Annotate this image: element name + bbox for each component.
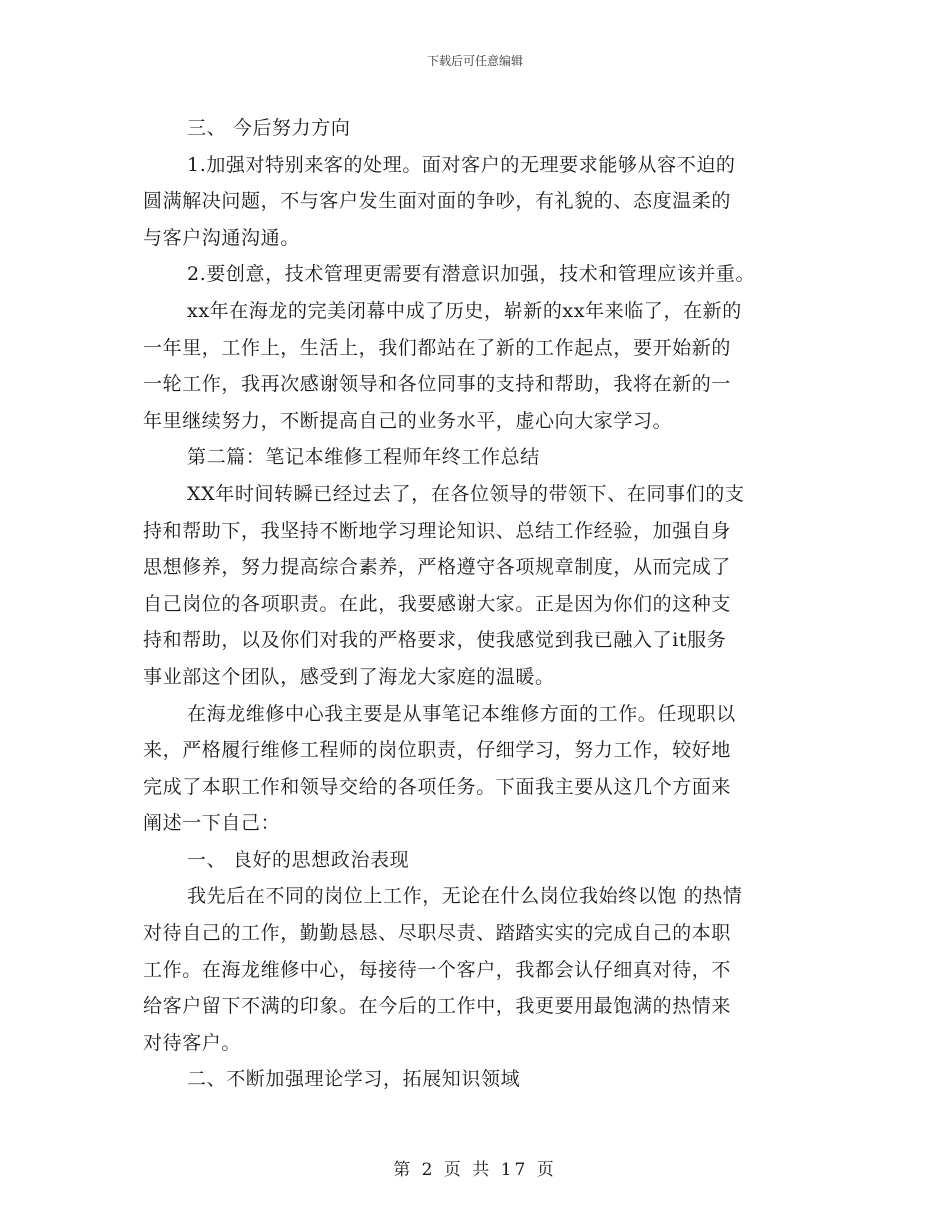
text-line: xx年在海龙的完美闭幕中成了历史，崭新的xx年来临了，在新的 — [187, 299, 742, 322]
text-line: 与客户沟通沟通。 — [143, 226, 300, 249]
text-line: 二、不断加强理论学习，拓展知识领域 — [187, 1068, 521, 1091]
document-body — [143, 110, 808, 1098]
text-line: 在海龙维修中心我主要是从事笔记本维修方面的工作。任现职以 — [187, 702, 736, 725]
text-line: 对待客户。 — [143, 1031, 242, 1054]
text-line: 来，严格履行维修工程师的岗位职责，仔细学习，努力工作，较好地 — [143, 739, 732, 762]
text-line: 第二篇：笔记本维修工程师年终工作总结 — [187, 446, 540, 469]
text-line: 对待自己的工作，勤勤恳恳、尽职尽责、踏踏实实的完成自己的本职 — [143, 922, 732, 945]
text-line: 持和帮助，以及你们对我的严格要求，使我感觉到我已融入了it服务 — [143, 629, 727, 652]
text-line: 一轮工作，我再次感谢领导和各位同事的支持和帮助，我将在新的一 — [143, 373, 732, 396]
text-line: 阐述一下自己： — [143, 812, 281, 835]
text-line: 一年里，工作上，生活上，我们都站在了新的工作起点，要开始新的 — [143, 336, 732, 359]
text-line: 圆满解决问题，不与客户发生面对面的争吵，有礼貌的、态度温柔的 — [143, 190, 732, 213]
text-line: 持和帮助下，我坚持不断地学习理论知识、总结工作经验，加强自身 — [143, 519, 732, 542]
text-line: 工作。在海龙维修中心，每接待一个客户，我都会认仔细真对待，不 — [143, 958, 732, 981]
text-line: 我先后在不同的岗位上工作，无论在什么岗位我始终以饱 的热情 — [187, 885, 743, 908]
text-line: 自己岗位的各项职责。在此，我要感谢大家。正是因为你们的这种支 — [143, 592, 732, 615]
text-line: 事业部这个团队，感受到了海龙大家庭的温暖。 — [143, 665, 555, 688]
text-line: 给客户留下不满的印象。在今后的工作中，我更要用最饱满的热情来 — [143, 995, 732, 1018]
text-line: 2.要创意，技术管理更需要有潜意识加强，技术和管理应该并重。 — [187, 263, 756, 286]
text-line: 完成了本职工作和领导交给的各项任务。下面我主要从这几个方面来 — [143, 775, 732, 798]
text-line: 思想修养，努力提高综合素养，严格遵守各项规章制度，从而完成了 — [143, 556, 732, 579]
text-line: 一、 良好的思想政治表现 — [187, 848, 410, 871]
page-number-footer: 第 2 页 共 17 页 — [393, 1160, 557, 1180]
text-line: 三、 今后努力方向 — [187, 117, 351, 139]
text-line: 1.加强对特别来客的处理。面对客户的无理要求能够从容不迫的 — [187, 153, 736, 176]
text-line: 年里继续努力，不断提高自己的业务水平，虚心向大家学习。 — [143, 409, 673, 432]
text-line: XX年时间转瞬已经过去了，在各位领导的带领下、在同事们的支 — [187, 482, 745, 505]
page-header-note: 下载后可任意编辑 — [426, 54, 523, 68]
